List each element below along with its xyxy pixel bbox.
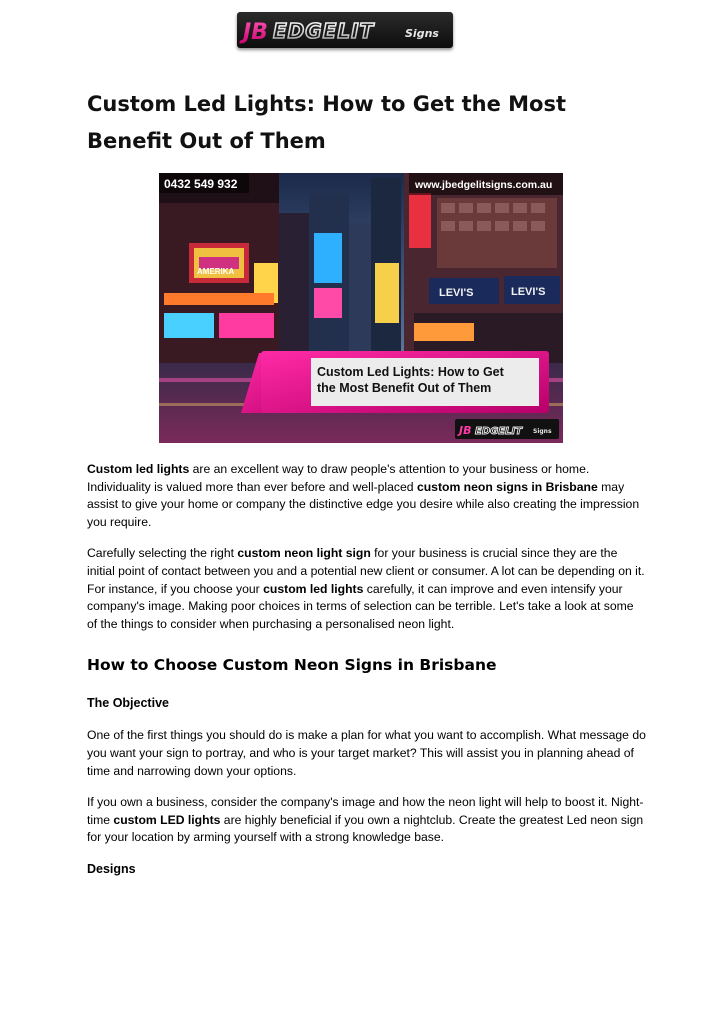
section-heading: How to Choose Custom Neon Signs in Brisbane bbox=[87, 656, 497, 675]
paragraph-intro bbox=[87, 461, 647, 531]
hero-website: www.jbedgelitsigns.com.au bbox=[415, 179, 553, 191]
keyword-custom-neon-light-sign: custom neon light sign bbox=[237, 546, 371, 561]
keyword-custom-neon-signs-brisbane: custom neon signs in Brisbane bbox=[416, 479, 598, 494]
text-run: If you own a business, consider the company's image and how the neon light will help to boost it. Night-time bbox=[87, 795, 644, 827]
text-run: are an excellent way to draw people's attention to your business or home. Individuality is valued more than ever before and well-placed bbox=[87, 462, 590, 494]
text-run: Carefully selecting the right bbox=[87, 546, 238, 561]
text-run: may assist to give your home or company the distinctive edge you desire while also creating the impression you require. bbox=[87, 479, 640, 529]
hero-logo-prefix: JB bbox=[459, 424, 472, 437]
page-title: Custom Led Lights: How to Get the Most Benefit Out of Them bbox=[87, 92, 567, 153]
text-run: for your business is crucial since they are the initial point of contact between you and a potential new client or consumer. A lot can be depending on it. For instance, if you choose your bbox=[87, 546, 645, 596]
logo-suffix: Signs bbox=[405, 27, 439, 40]
hero-logo-main: EDGELIT bbox=[475, 426, 523, 437]
keyword-custom-led-lights: custom led lights bbox=[263, 581, 364, 596]
paragraph-selection bbox=[87, 545, 647, 633]
hero-banner-line1: Custom Led Lights: How to Get bbox=[317, 365, 504, 379]
keyword-custom-led-lights: Custom led lights bbox=[87, 462, 190, 476]
paragraph-business-image bbox=[87, 794, 647, 847]
text-run: are highly beneficial if you own a nightclub. Create the greatest Led neon sign for your location by arming yourself with a strong knowledge base. bbox=[87, 812, 644, 845]
hero-banner-line2: the Most Benefit Out of Them bbox=[317, 381, 492, 395]
logo-main: EDGELIT bbox=[273, 19, 375, 43]
keyword-custom-led-lights-caps: custom LED lights bbox=[113, 812, 221, 827]
logo-prefix: JB bbox=[243, 20, 268, 45]
paragraph-objective: One of the first things you should do is make a plan for what you want to accomplish. What message do you want your sign to portray, and who is your target market? This will assist you in planning ahead of time and narrowing down your options. bbox=[87, 728, 646, 778]
subheading-designs: Designs bbox=[87, 861, 136, 876]
text-run: carefully, it can improve and even intensify your company's image. Making poor choices in terms of selection can be terrible. Let's take a look at some of the things to consider when purchasing a personalised neon light. bbox=[87, 581, 634, 631]
amerika-sign-text: AMERIKA bbox=[197, 267, 235, 276]
levis-sign-left-text: LEVI'S bbox=[439, 287, 474, 299]
brand-logo bbox=[237, 12, 453, 48]
article-body bbox=[87, 461, 647, 893]
levis-sign-right-text: LEVI'S bbox=[511, 286, 546, 298]
hero-phone: 0432 549 932 bbox=[164, 177, 238, 191]
hero-logo-suffix: Signs bbox=[533, 428, 552, 435]
subheading-objective: The Objective bbox=[87, 696, 169, 711]
hero-image bbox=[159, 173, 563, 443]
